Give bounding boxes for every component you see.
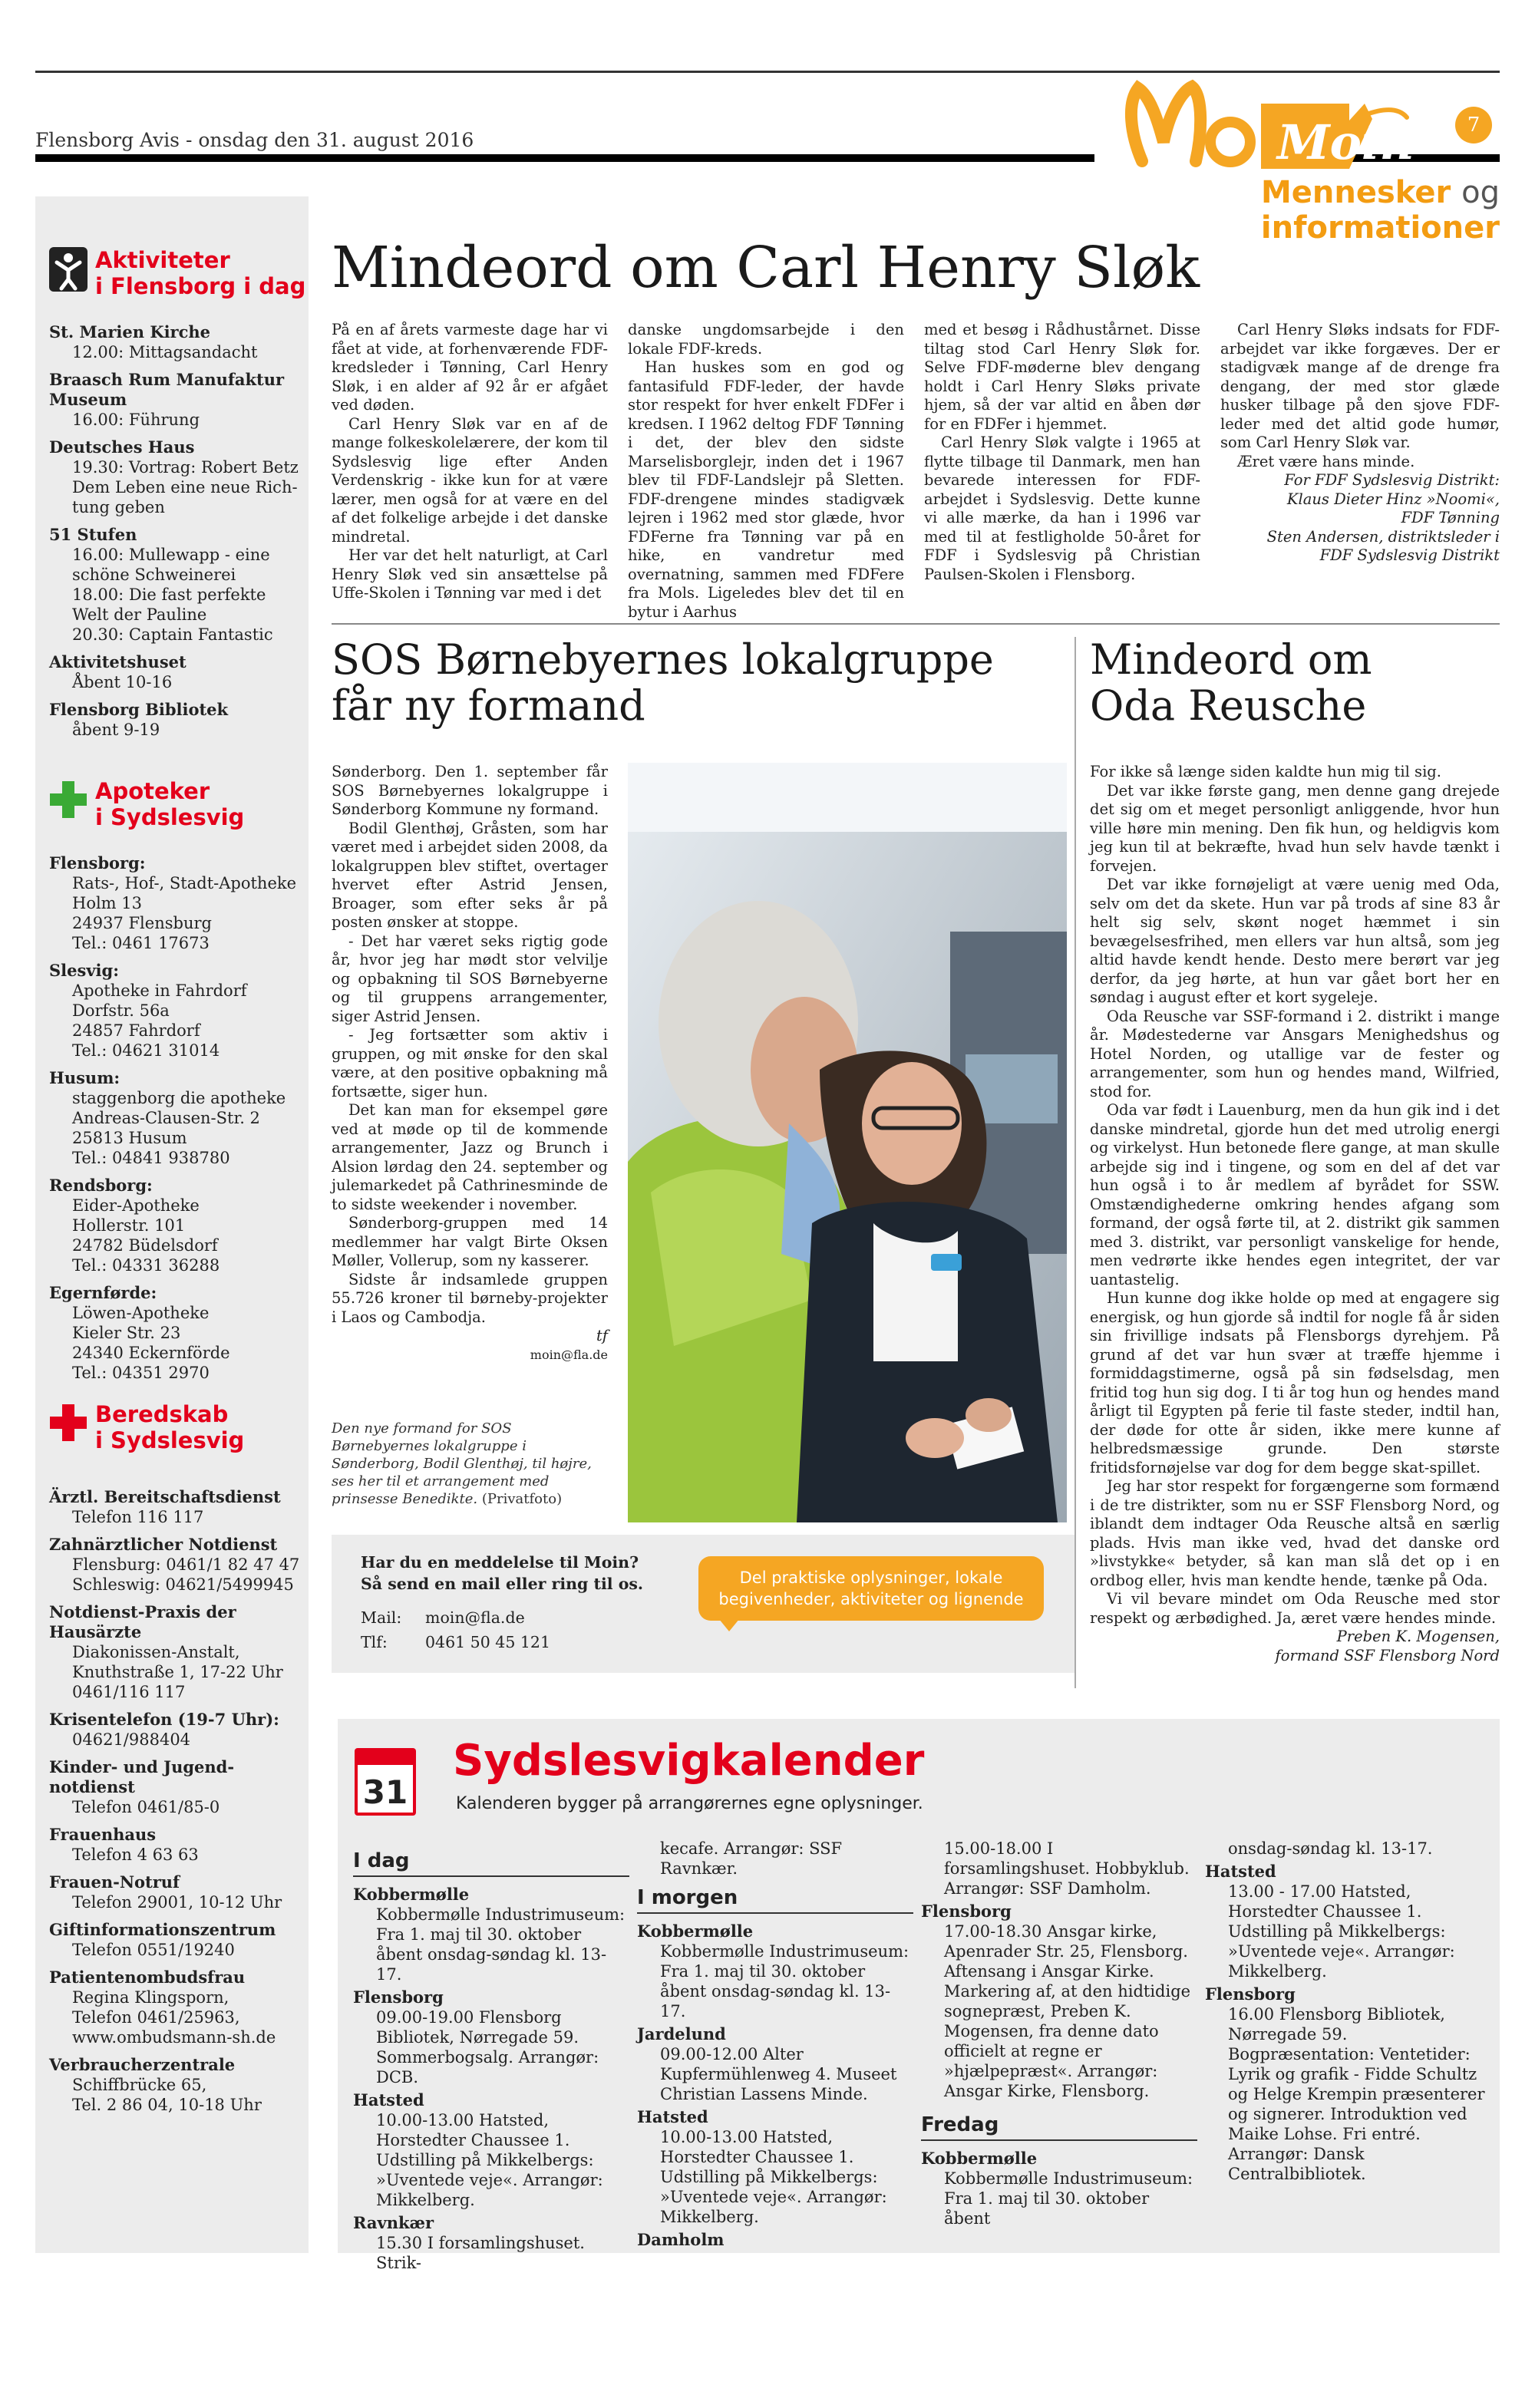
signature-line: Preben K. Mogensen,	[1336, 1628, 1500, 1645]
activity-detail: 18.00: Die fast perfekte Welt der Pauline	[72, 586, 266, 624]
paragraph: På en af årets varmeste dage har vi fået at vide, at forhenværende FDF-kredsleder i Tønning, Carl Henry Sløk, i en alder af 92 år er afgået ved døden.	[332, 321, 608, 414]
article3-signature	[1090, 1628, 1500, 1665]
spacer	[49, 1595, 302, 1602]
activity-name: Flensborg Bibliotek	[49, 700, 229, 719]
activities-list	[49, 322, 302, 747]
pharmacy-name: Slesvig:	[49, 961, 119, 980]
signature-line: formand SSF Flensborg Nord	[1275, 1646, 1500, 1664]
activities-title-2: i Flensborg i dag	[95, 273, 306, 299]
article3-body	[1090, 763, 1500, 1665]
emergency-contact-detail: Schiffbrücke 65,	[72, 2076, 207, 2094]
article3-headline	[1090, 637, 1372, 729]
pharmacy-detail: Löwen-Apotheke	[72, 1304, 210, 1322]
sidebar	[35, 196, 309, 2253]
article1-col1	[332, 321, 608, 603]
article2-sign: tf	[596, 1327, 608, 1344]
spacer	[49, 2047, 302, 2055]
spacer	[49, 1912, 302, 1920]
pharmacy-title-1: Apoteker	[95, 778, 210, 804]
pharmacy-detail: Tel.: 04351 2970	[72, 1364, 210, 1382]
emergency-contact-name: Notdienst-Praxis der Hausärzte	[49, 1602, 236, 1641]
calendar-place: Kobbermølle	[637, 1921, 754, 1941]
calendar-event: 15.00-18.00 I forsamlingshuset. Hobbyklub. Arrangør: SSF Damholm.	[944, 1839, 1190, 1898]
pharmacy-detail: Apotheke in Fahrdorf	[72, 981, 247, 1000]
phone-label: Tlf:	[361, 1633, 388, 1651]
paragraph: Carl Henry Sløk var en af de mange folkeskolelærere, der kom til Sydslesvig lige efter Anden Verdenskrig - ikke kun for at være lærer, men også for at være en del af det folkelige arbejde i det danske mindretal.	[332, 414, 608, 546]
activity-detail: 16.00: Führung	[72, 411, 200, 429]
caption-text: Den nye formand for SOS Børnebyernes lokalgruppe i Sønderborg, Bodil Glenthøj, til højre, ses her til et arrangement med prinsesse Benedikte.	[332, 1420, 592, 1507]
header-date: Flensborg Avis - onsdag den 31. august 2016	[35, 129, 474, 151]
logo-text: Moin	[1277, 114, 1415, 170]
emergency-contact-name: Frauen-Notruf	[49, 1872, 180, 1892]
paragraph: Jeg har stor respekt for forgængerne som formænd i de tre distrikter, som nu er SSF Flensborg Nord, og iblandt dem indtager Oda Reusche altså en særlig plads. Hvis man ikke ved, hvad det danske ord »livstykke« betyder, så kan man slå det op i en ordbog eller, hvis man kendte hende, tænke på Oda.	[1090, 1477, 1500, 1589]
pharmacy-detail: Tel.: 04331 36288	[72, 1256, 220, 1275]
calendar-place: Jardelund	[637, 2024, 726, 2044]
red-cross-icon	[49, 1401, 87, 1446]
pharmacy-detail: 24857 Fahrdorf	[72, 1021, 200, 1040]
spacer	[49, 1865, 302, 1872]
pharmacy-detail: Eider-Apotheke	[72, 1196, 200, 1215]
calendar-event: 16.00 Flensborg Bibliotek, Nørregade 59. Bogpræsentation: Ventetider: Lyrik og grafik - Fidde Schultz og Helge Krempin præsenterer og signerer. Introduktion ved Maike Lohse. Fri entré. Arrangør: Dansk Centralbibliotek.	[1228, 2005, 1485, 2183]
emergency-contact-detail: Telefon 116 117	[72, 1508, 204, 1526]
paragraph: - Jeg fortsætter som aktiv i gruppen, og mit ønske for den skal være, at den positive opbakning må fortsætte, siger hun.	[332, 1026, 608, 1100]
pharmacy-detail: Tel.: 0461 17673	[72, 934, 210, 952]
spacer	[49, 2115, 302, 2123]
article2-headline-line1: SOS Børnebyernes lokalgruppe	[332, 635, 994, 684]
spacer	[49, 517, 302, 525]
paragraph: Bodil Glenthøj, Gråsten, som har været med i arbejdet siden 2008, da lokalgruppen blev stiftet, overtager hvervet efter Astrid Jensen, Broager, som efter seks år på posten ønsker at stoppe.	[332, 819, 608, 931]
emergency-contact-detail: Telefon 0551/19240	[72, 1941, 235, 1959]
event-photo	[628, 763, 1067, 1522]
activity-name: Aktivitetshuset	[49, 652, 187, 671]
calendar-event: Kobbermølle Industrimuseum: Fra 1. maj til 30. oktober åbent onsdag-søndag kl. 13-17.	[660, 1942, 909, 2020]
paragraph: Æret være hans minde.	[1237, 452, 1415, 470]
pharmacy-detail: Andreas-Clausen-Str. 2	[72, 1109, 260, 1127]
emergency-contact-name: Ärztl. Bereitschaftsdienst	[49, 1487, 281, 1506]
article1-col3	[924, 321, 1200, 584]
pharmacy-list	[49, 853, 302, 1390]
calendar-place: Kobbermølle	[921, 2149, 1038, 2168]
activity-detail: 20.30: Captain Fantastic	[72, 625, 273, 644]
emergency-contact-name: Zahnärztlicher Notdienst	[49, 1535, 278, 1554]
calendar-event: Kobbermølle Industrimuseum: Fra 1. maj til 30. oktober åbent onsdag-søndag kl. 13-17.	[376, 1905, 626, 1984]
emergency-heading	[49, 1401, 244, 1453]
paragraph: Carl Henry Sløks indsats for FDF-arbejdet var ikke forgæves. Der er stadigvæk mange af de drenge fra dengang, der med stor glæde husker tilbage på den sjove FDF-leder med det altid gode humør, som Carl Henry Sløk var.	[1220, 321, 1500, 451]
pharmacy-detail: Tel.: 04841 938780	[72, 1149, 230, 1167]
spacer	[49, 1960, 302, 1968]
calendar-event: 15.30 I forsamlingshuset. Strik-	[376, 2234, 585, 2272]
paragraph: Oda Reusche var SSF-formand i 2. distrikt i mange år. Mødestederne var Ansgars Menighedshus og Hotel Norden, og utallige var de fester og arrangementer, som hun og hendes mand, Wilfried, stod for.	[1090, 1007, 1500, 1100]
emergency-contact-name: Frauenhaus	[49, 1825, 157, 1844]
emergency-contact-detail: Telefon 0461/25963,	[72, 2008, 240, 2027]
calendar-col-today	[353, 1851, 629, 2273]
calendar-icon	[355, 1748, 416, 1816]
calendar-title: Sydslesvigkalender	[453, 1736, 925, 1786]
spacer	[49, 692, 302, 700]
spacer	[49, 645, 302, 652]
pharmacy-heading	[49, 778, 244, 830]
article1-col2	[628, 321, 904, 622]
spacer	[49, 1527, 302, 1535]
photo-caption	[332, 1420, 608, 1508]
spacer	[49, 1061, 302, 1068]
pharmacy-detail: Dorfstr. 56a	[72, 1001, 170, 1020]
calendar-event: kecafe. Arrangør: SSF Ravnkær.	[660, 1839, 843, 1878]
paragraph: Oda var født i Lauenburg, men da hun gik ind i det danske mindretal, gjorde hun det med utrolig energi og virkelyst. Hun betonede flere gange, at man skulle arbejde sig ind i tingene, og som en del af det var hun også i to år medlem af byrådet for SSW. Omstændighederne omkring hendes afgang som formand, der også førte til, at 2. distrikt gik sammen med 3. distrikt, var personligt vanskelige for hende, men vedrørte ikke hendes egen integritet, der var uantastelig.	[1090, 1101, 1500, 1288]
pharmacy-detail: staggenborg die apotheke	[72, 1089, 286, 1107]
calendar-place: Hatsted	[637, 2107, 708, 2126]
paragraph: Carl Henry Sløk valgte i 1965 at flytte tilbage til Danmark, men han bevarede interessen for FDF-arbejdet i Sydslesvig. Dette kunne vi alle mærke, da han i 1996 var med til at festligholde 50-året for FDF i Sydslesvig på Christian Paulsen-Skolen i Flensborg.	[924, 434, 1200, 583]
spacer	[49, 1168, 302, 1176]
activity-detail: 12.00: Mittagsandacht	[72, 343, 258, 361]
activity-detail: 19.30: Vortrag: Robert Betz Dem Leben eine neue Rich-tung geben	[72, 458, 299, 516]
calendar-place: Flensborg	[1205, 1984, 1296, 2004]
emergency-title-2: i Sydslesvig	[95, 1427, 245, 1453]
calendar-place: Flensborg	[921, 1902, 1012, 1921]
calendar-event: 09.00-19.00 Flensborg Bibliotek, Nørregade 59. Sommerbogsalg. Arrangør: DCB.	[376, 2008, 599, 2086]
contact-box	[332, 1535, 1074, 1673]
mail-link[interactable]: moin@fla.de	[425, 1608, 525, 1627]
paragraph: Han huskes som en god og fantasifuld FDF-leder, der havde stor respekt for hver enkelt FDFer i kredsen. I 1962 deltog FDF Tønning i det, der blev den sidste Marselisborglejr, inden det i 1967 blev til FDF-Landslejr på Sletten. FDF-drengene mindes stadigvæk lejren i 1962 med stor glæde, hvor FDFerne fra Tønning var på en hike, en vandretur med overnatning, sammen med FDFere fra Mols. Ligeledes blev det til en bytur i Aarhus	[628, 358, 904, 621]
calendar-day-heading: I morgen	[637, 1888, 913, 1914]
calendar-day-heading: Fredag	[921, 2115, 1197, 2141]
spacer	[49, 740, 302, 747]
paragraph: Sønderborg-gruppen med 14 medlemmer har valgt Birte Oksen Møller, Vollerup, som ny kasserer.	[332, 1214, 608, 1269]
activity-name: Deutsches Haus	[49, 437, 195, 457]
signature-line: FDF Tønning	[1401, 509, 1500, 526]
caption-credit: (Privatfoto)	[481, 1491, 563, 1507]
activity-detail: åbent 9-19	[72, 721, 160, 739]
article1-signature	[1220, 471, 1500, 566]
paragraph: Det kan man for eksempel gøre ved at møde op til de kommende arrangementer, Jazz og Brunch i Alsion lørdag den 24. september og julemarkedet på Cathrinesminde de to sidste weekender i november.	[332, 1101, 608, 1213]
article1-col4	[1220, 321, 1500, 566]
info-bubble-tail	[715, 1615, 743, 1631]
pharmacy-detail: Kieler Str. 23	[72, 1324, 181, 1342]
calendar-place: Damholm	[637, 2230, 725, 2249]
pharmacy-detail: Tel.: 04621 31014	[72, 1041, 220, 1060]
calendar-place: Flensborg	[353, 1987, 444, 2007]
signature-line: Sten Andersen, distriktsleder i	[1266, 527, 1500, 546]
spacer	[49, 953, 302, 961]
article3-headline-line1: Mindeord om	[1090, 635, 1372, 684]
pharmacy-detail: Rats-, Hof-, Stadt-Apotheke	[72, 874, 297, 892]
calendar-col-friday	[921, 1839, 1197, 2228]
article2-headline-line2: får ny formand	[332, 681, 645, 730]
emergency-contact-detail: Telefon 0461/85-0	[72, 1798, 220, 1816]
emergency-contact-name: Patientenombudsfrau	[49, 1968, 246, 1987]
paragraph: Vi vil bevare mindet om Oda Reusche med stor respekt og ærbødighed. Ja, æret være hendes minde.	[1090, 1590, 1500, 1627]
emergency-contact-name: Krisentelefon (19-7 Uhr):	[49, 1710, 279, 1729]
pharmacy-detail: 24782 Büdelsdorf	[72, 1236, 218, 1255]
header-rule	[35, 154, 1094, 162]
paragraph: Det var ikke fornøjeligt at være uenig med Oda, selv om det da skete. Hun var på trods af sine 83 år helt sig selv, skønt noget hæmmet i sin bevægelsesfrihed, men ellers var hun altså, som jeg altid havde kendt hende. Desto mere berørt var jeg derfor, da jeg hørte, at hun var gået bort her en søndag i august efter et kort sygeleje.	[1090, 876, 1500, 1006]
emergency-contact-detail: Telefon 29001, 10-12 Uhr	[72, 1893, 282, 1912]
paragraph: Her var det helt naturligt, at Carl Henry Sløk ved sin ansættelse på Uffe-Skolen i Tønning var med i det	[332, 546, 608, 602]
emergency-contact-detail: Regina Klingsporn,	[72, 1988, 229, 2007]
page-number: 7	[1455, 107, 1492, 143]
emergency-contact-detail: www.ombudsmann-sh.de	[72, 2028, 276, 2047]
paragraph: Sønderborg. Den 1. september får SOS Børnebyernes lokalgruppe i Sønderborg Kommune ny formand.	[332, 763, 608, 818]
paragraph: danske ungdomsarbejde i den lokale FDF-kreds.	[628, 321, 904, 358]
paragraph: med et besøg i Rådhustårnet. Disse tiltag stod Carl Henry Sløk for. Selve FDF-møderne blev dengang holdt i Carl Henry Sløks private hjem, så der var altid en åben dør for en FDFer i hjemmet.	[924, 321, 1200, 433]
emergency-contact-name: Giftinformationszentrum	[49, 1920, 276, 1939]
article2-headline	[332, 637, 994, 729]
emergency-contact-name: Verbraucherzentrale	[49, 2055, 236, 2074]
calendar-place: Hatsted	[353, 2090, 424, 2109]
activity-name: Braasch Rum Manufaktur Museum	[49, 370, 285, 409]
spacer	[49, 1817, 302, 1825]
article2-body	[332, 763, 608, 1364]
phone-value: 0461 50 45 121	[425, 1633, 551, 1651]
calendar-event: onsdag-søndag kl. 13-17.	[1228, 1839, 1433, 1858]
moin-logo	[1096, 73, 1418, 188]
tagline-part-3: informationer	[1260, 210, 1500, 246]
signature-line: Klaus Dieter Hinz »Noomi«,	[1286, 490, 1500, 508]
paragraph: Hun kunne dog ikke holde op med at engagere sig energisk, og hun gjorde så indtil for nogle få år siden sin frivillige indsats på Flensborgs dyrehjem. På grund af det var hun svær at træffe hjemme i formiddagstimerne, også på sin fødselsdag, men fritid tog hun sig dog. I ti år tog hun og hendes mand årligt til Egypten på ferie til faste steder, indtil han, der døde for otte år siden, ikke mere kunne af helbredsmæssige grunde. Den største fritidsfornøjelse var dog for dem begge skat-spillet.	[1090, 1289, 1500, 1476]
emergency-list	[49, 1487, 302, 2123]
activity-name: St. Marien Kirche	[49, 322, 211, 341]
calendar-subtitle: Kalenderen bygger på arrangørernes egne oplysninger.	[456, 1794, 923, 1813]
signature-line: FDF Sydslesvig Distrikt	[1319, 546, 1500, 564]
signature-line: For FDF Sydslesvig Distrikt:	[1284, 471, 1500, 489]
contact-question	[361, 1552, 643, 1595]
activity-detail: Åbent 10-16	[72, 673, 173, 691]
pharmacy-name: Egernførde:	[49, 1283, 157, 1302]
emergency-contact-detail: Flensburg: 0461/1 82 47 47	[72, 1555, 300, 1574]
paragraph: - Det har været seks rigtig gode år, hvor jeg har mødt stor velvilje og opbakning til SOS Børnebyerne og til gruppens arrangementer, siger Astrid Jensen.	[332, 932, 608, 1025]
calendar-col-continued	[1205, 1839, 1489, 2184]
emergency-contact-name: Kinder- und Jugend-notdienst	[49, 1757, 235, 1796]
pharmacy-name: Flensborg:	[49, 853, 146, 872]
emergency-contact-detail: 0461/116 117	[72, 1683, 186, 1701]
activity-name: 51 Stufen	[49, 525, 137, 544]
spacer	[49, 1702, 302, 1710]
contact-question-1: Har du en meddelelse til Moin?	[361, 1553, 639, 1572]
activity-person-icon	[49, 247, 87, 292]
calendar-event: Kobbermølle Industrimuseum: Fra 1. maj til 30. oktober åbent	[944, 2169, 1193, 2228]
tagline-part-2: og	[1461, 175, 1500, 210]
column-rule	[1074, 637, 1076, 1688]
mail-label: Mail:	[361, 1608, 402, 1627]
activities-heading	[49, 247, 305, 299]
emergency-contact-detail: Diakonissen-Anstalt, Knuthstraße 1, 17-22 Uhr	[72, 1643, 283, 1681]
calendar-col-tomorrow	[637, 1839, 913, 2250]
contact-question-2: Så send en mail eller ring til os.	[361, 1575, 644, 1593]
pharmacy-name: Rendsborg:	[49, 1176, 153, 1195]
calendar-day-number: 31	[362, 1773, 408, 1811]
calendar-place: Hatsted	[1205, 1862, 1276, 1881]
paragraph: Det var ikke første gang, men denne gang drejede det sig om et meget personligt anliggende, hvor hun ville høre min mening. Den fik hun, og heldigvis kom jeg kun til at bekræfte, hvad hun selv havde tænkt i forvejen.	[1090, 781, 1500, 875]
activity-detail: 16.00: Mullewapp - eine schöne Schweinerei	[72, 546, 270, 584]
calendar-event: 09.00-12.00 Alter Kupfermühlenweg 4. Museet Christian Lassens Minde.	[660, 2045, 897, 2103]
pharmacy-detail: Hollerstr. 101	[72, 1216, 186, 1235]
tagline-part-1: Mennesker	[1260, 175, 1462, 210]
emergency-contact-detail: Telefon 4 63 63	[72, 1846, 199, 1864]
calendar-event: 13.00 - 17.00 Hatsted, Horstedter Chaussee 1. Udstilling på Mikkelbergs: »Uventede veje«. Arrangør: Mikkelberg.	[1228, 1882, 1455, 1981]
spacer	[49, 1750, 302, 1757]
pharmacy-detail: 24340 Eckernförde	[72, 1344, 230, 1362]
calendar-event: 10.00-13.00 Hatsted, Horstedter Chaussee 1. Udstilling på Mikkelbergs: »Uventede veje«. Arrangør: Mikkelberg.	[660, 2128, 887, 2226]
pharmacy-name: Husum:	[49, 1068, 120, 1087]
spacer	[49, 362, 302, 370]
calendar-event: 10.00-13.00 Hatsted, Horstedter Chaussee 1. Udstilling på Mikkelbergs: »Uventede veje«. Arrangør: Mikkelberg.	[376, 2111, 603, 2209]
emergency-contact-detail: 04621/988404	[72, 1730, 191, 1749]
info-bubble: Del praktiske oplysninger, lokale begivenheder, aktiviteter og lignende	[698, 1556, 1044, 1621]
spacer	[49, 1275, 302, 1283]
green-cross-icon	[49, 778, 87, 823]
calendar-event: 17.00-18.30 Ansgar kirke, Apenrader Str. 25, Flensborg. Aftensang i Ansgar Kirke. Markering af, at den hidtidige sognepræst, Preben K. Mogensen, fra denne dato officielt at regne er »hjælpepræst«. Arrangør: Ansgar Kirke, Flensborg.	[944, 1922, 1191, 2100]
spacer	[49, 430, 302, 437]
calendar-day-heading: I dag	[353, 1851, 629, 1877]
emergency-contact-detail: Schleswig: 04621/5499945	[72, 1575, 294, 1594]
paragraph: For ikke så længe siden kaldte hun mig til sig.	[1090, 763, 1441, 780]
emergency-contact-detail: Tel. 2 86 04, 10-18 Uhr	[72, 2096, 262, 2114]
pharmacy-detail: Holm 13	[72, 894, 142, 912]
section-rule	[332, 623, 1500, 625]
calendar-place: Kobbermølle	[353, 1885, 470, 1904]
article-headline: Mindeord om Carl Henry Sløk	[332, 235, 1200, 301]
pharmacy-detail: 24937 Flensburg	[72, 914, 212, 932]
calendar-place: Ravnkær	[353, 2213, 434, 2232]
pharmacy-detail: 25813 Husum	[72, 1129, 187, 1147]
emergency-title-1: Beredskab	[95, 1401, 229, 1427]
activities-title-1: Aktiviteter	[95, 247, 230, 273]
article3-headline-line2: Oda Reusche	[1090, 681, 1367, 730]
article2-email: moin@fla.de	[530, 1347, 608, 1362]
paragraph: Sidste år indsamlede gruppen 55.726 kroner til børneby-projekter i Laos og Cambodja.	[332, 1270, 608, 1326]
pharmacy-title-2: i Sydslesvig	[95, 804, 245, 830]
spacer	[49, 1383, 302, 1390]
